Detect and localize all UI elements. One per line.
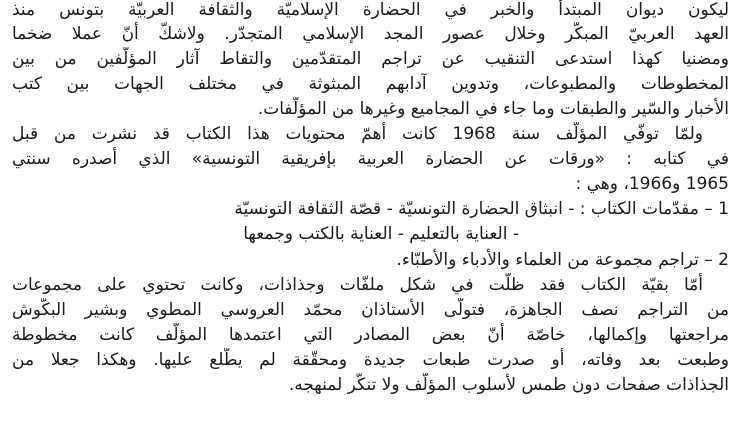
paragraph-line: وطبعت بعد وفاته، أو صدرت طبعات جديدة ومحقّقة لم يطّلع عليها. وهكذا جعلا من <box>12 350 729 370</box>
paragraph-line: مراجعتها وإكمالها، خاصّة أنّ بعض المصادر التي اعتمدها المؤلّف كانت مخطوطة <box>12 325 729 345</box>
paragraph-line: الجذاذات صفحات دون طمس لأسلوب المؤلّف ولا تنكّر لمنهجه. <box>288 375 729 395</box>
paragraph-line: ولمّا توفّي المؤلّف سنة 1968 كانت أهمّ محتويات هذا الكتاب قد نشرت من قبل <box>12 124 703 144</box>
paragraph-line: أمّا بقيّة الكتاب فقد ظلّت في شكل ملفّات وجذاذات، وكانت تحتوي على مجموعات <box>12 275 703 295</box>
paragraph-line: العهد العربيّ المبكّر وخلال عصور المجد الإسلامي المتجدّر. ولاشكّ أنّ عملا ضخما <box>12 24 729 44</box>
list-item-1: 1 – مقدّمات الكتاب : - انبثاق الحضارة التونسيّة - قصّة الثقافة التونسيّة <box>234 199 729 219</box>
paragraph-line: 1965 و1966، وهي : <box>575 174 729 194</box>
list-item-1-continuation: - العناية بالتعليم - العناية بالكتب وجمعها <box>243 224 519 244</box>
paragraph-line: ليكون ديوان المبتدأ والخبر في الحضارة الإسلاميّة والثقافة العربيّة بتونس منذ <box>12 0 729 20</box>
list-item-2: 2 – تراجم مجموعة من العلماء والأدباء والأطبّاء. <box>396 250 729 270</box>
paragraph-line: المخطوطات والمطبوعات، وتدوين آدابهم المبثوثة في مختلف الجهات بين كتب <box>12 74 729 94</box>
paragraph-line: من التراجم نصف الجاهزة، فتولّى الأستاذان محمّد العروسي المطوي وبشير البكّوش <box>12 300 729 320</box>
paragraph-line: في كتابه : «ورقات عن الحضارة العربية بإفريقية التونسية» الذي أصدره سنتي <box>12 149 729 169</box>
paragraph-line: الأخبار والسّير والطبقات وما جاء في المجاميع وغيرها من المؤلّفات. <box>257 99 729 119</box>
paragraph-line: ومضنيا كهذا استدعى التنقيب عن تراجم المتقدّمين والتقاط آثار المؤلّفين من بين <box>12 49 729 69</box>
